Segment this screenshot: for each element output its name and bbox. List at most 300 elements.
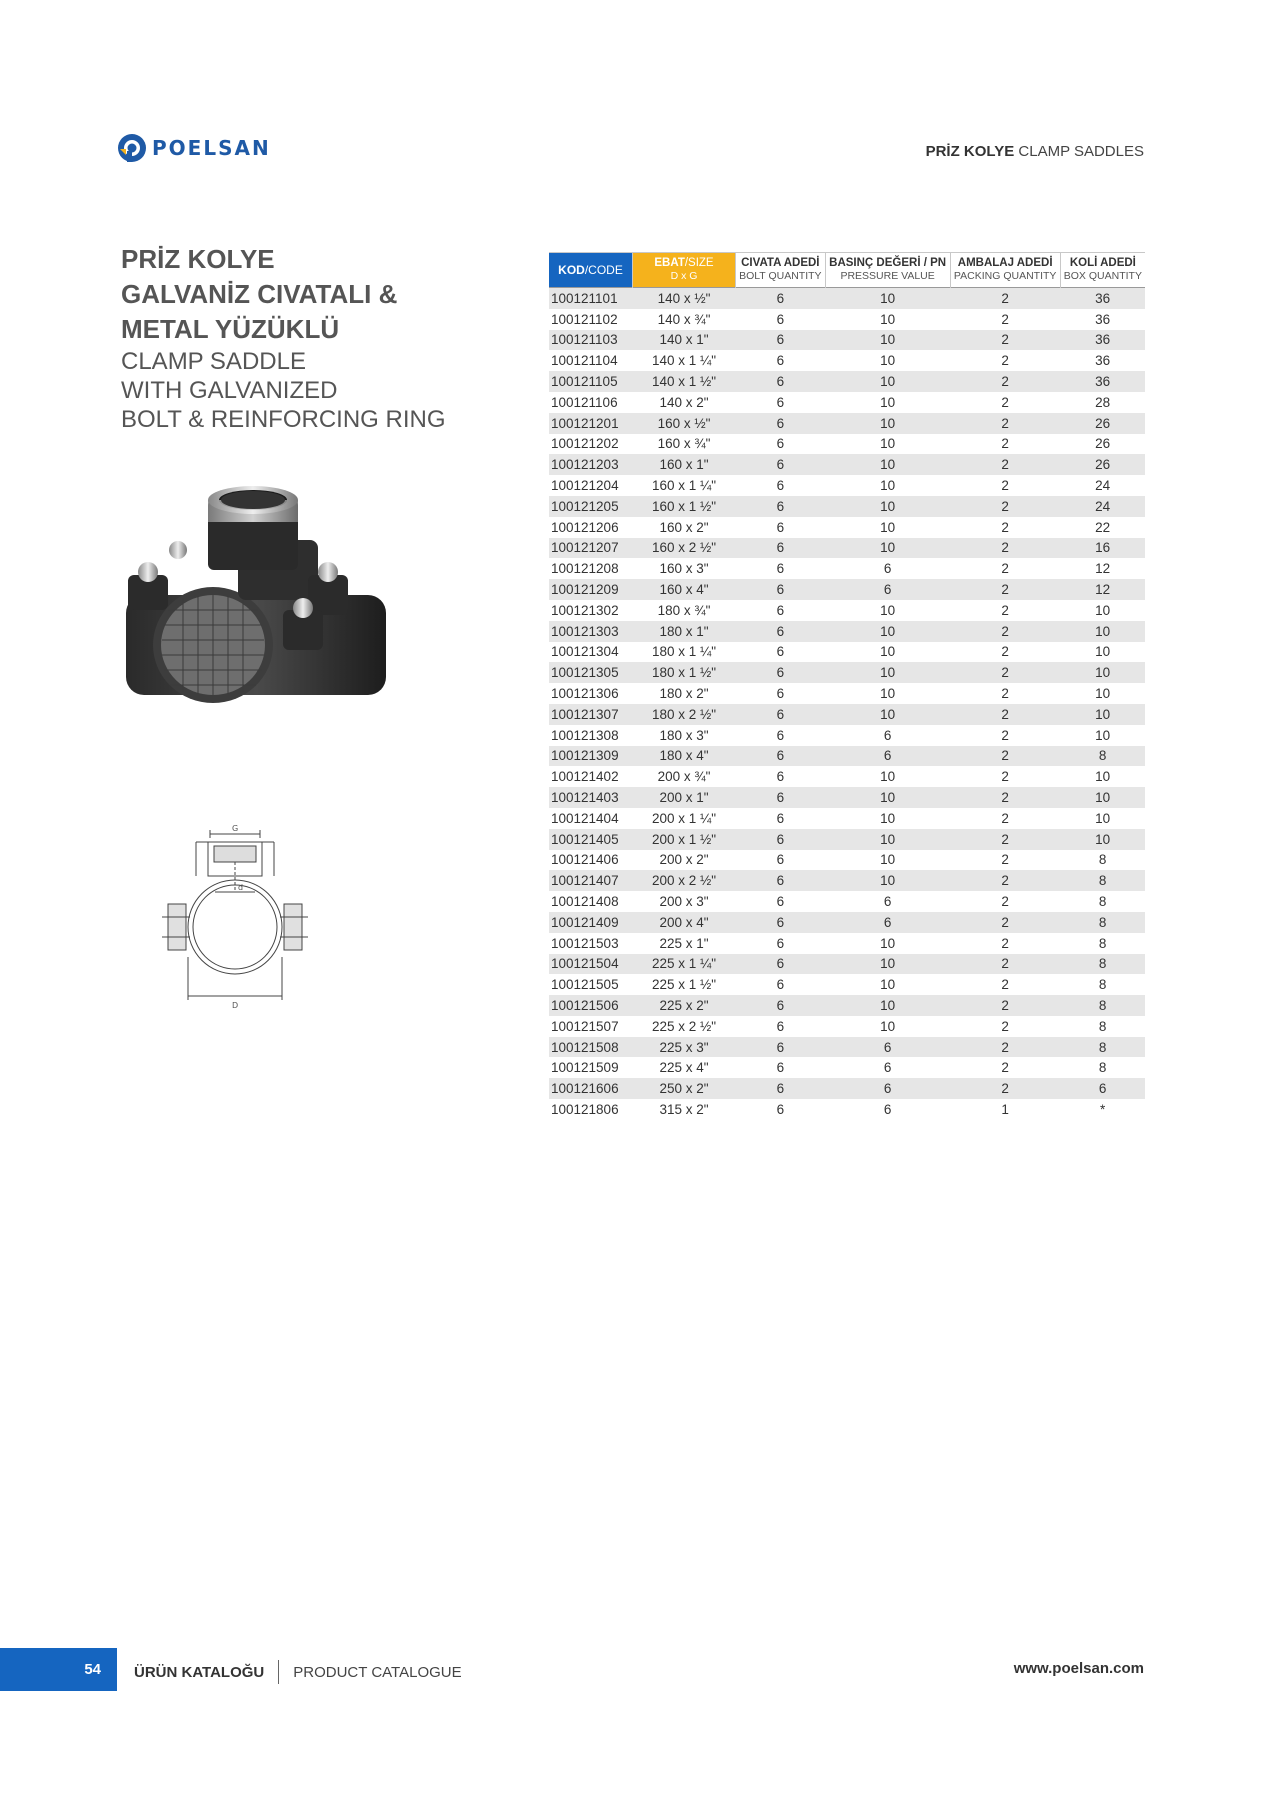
cell-box: 10 bbox=[1095, 790, 1111, 806]
cell-size: 225 x 1 ¼" bbox=[651, 956, 717, 972]
cell-box: 8 bbox=[1098, 1060, 1107, 1076]
cell-code: 100121305 bbox=[551, 665, 619, 681]
cell-packing: 2 bbox=[1001, 956, 1009, 972]
cell-bolt-quantity: 6 bbox=[776, 353, 785, 369]
title-en-line: CLAMP SADDLE bbox=[121, 348, 306, 375]
title-tr-line: METAL YÜZÜKLÜ bbox=[121, 314, 340, 344]
cell-bolt-quantity: 6 bbox=[776, 602, 785, 618]
header-bolt-sub: BOLT QUANTITY bbox=[739, 270, 822, 282]
cell-bolt-quantity: 6 bbox=[776, 457, 785, 473]
header-size-sub: D x G bbox=[670, 270, 698, 282]
cell-box: 6 bbox=[1098, 1081, 1107, 1097]
cell-packing: 2 bbox=[1001, 977, 1009, 993]
table-row bbox=[549, 974, 1145, 995]
cell-code: 100121205 bbox=[551, 498, 619, 514]
cell-pressure: 10 bbox=[880, 290, 896, 306]
cell-box: 22 bbox=[1095, 519, 1111, 535]
cell-box: 8 bbox=[1098, 914, 1107, 930]
cell-pressure: 6 bbox=[883, 1081, 892, 1097]
brand-logo bbox=[117, 133, 271, 163]
cell-bolt-quantity: 6 bbox=[776, 519, 785, 535]
header-box-sub: BOX QUANTITY bbox=[1063, 270, 1142, 282]
cell-size: 200 x 4" bbox=[659, 914, 709, 930]
cell-packing: 2 bbox=[1001, 706, 1009, 722]
cell-bolt-quantity: 6 bbox=[776, 956, 785, 972]
cell-size: 180 x ¾" bbox=[657, 602, 711, 618]
column-header-packing bbox=[950, 253, 1060, 288]
table-row bbox=[549, 891, 1145, 912]
cell-size: 200 x 2 ½" bbox=[651, 873, 717, 889]
cell-code: 100121309 bbox=[551, 748, 619, 764]
table-row bbox=[549, 870, 1145, 891]
cell-code: 100121508 bbox=[551, 1039, 619, 1055]
cell-bolt-quantity: 6 bbox=[776, 727, 785, 743]
cell-code: 100121408 bbox=[551, 894, 619, 909]
cell-box: 8 bbox=[1098, 1039, 1107, 1055]
page-number-badge bbox=[0, 1648, 117, 1691]
product-title bbox=[121, 242, 445, 434]
cell-packing: 2 bbox=[1001, 540, 1009, 556]
header-size-sub-inline: /SIZE bbox=[684, 257, 714, 269]
cell-pressure: 10 bbox=[880, 873, 896, 889]
cell-bolt-quantity: 6 bbox=[776, 374, 785, 390]
table-row bbox=[549, 579, 1145, 600]
table-row bbox=[549, 288, 1145, 309]
cell-box: * bbox=[1099, 1101, 1106, 1117]
cell-pressure: 10 bbox=[880, 686, 896, 702]
cell-size: 200 x 1 ¼" bbox=[651, 810, 717, 826]
table-row bbox=[549, 704, 1145, 725]
cell-pressure: 10 bbox=[880, 436, 896, 452]
table-row bbox=[549, 850, 1145, 871]
table-row bbox=[549, 995, 1145, 1016]
table-row bbox=[549, 621, 1145, 642]
cell-size: 160 x 2" bbox=[659, 519, 709, 535]
cell-packing: 2 bbox=[1001, 561, 1009, 577]
brand-name: POELSAN bbox=[152, 136, 271, 160]
cell-bolt-quantity: 6 bbox=[776, 498, 785, 514]
cell-box: 8 bbox=[1098, 977, 1107, 993]
cell-packing: 2 bbox=[1001, 374, 1009, 390]
cell-box: 12 bbox=[1095, 582, 1111, 598]
cell-packing: 2 bbox=[1001, 769, 1009, 785]
column-header-pressure bbox=[825, 253, 950, 288]
cell-code: 100121505 bbox=[551, 977, 619, 993]
cell-bolt-quantity: 6 bbox=[776, 540, 785, 556]
cell-size: 225 x 2" bbox=[659, 997, 709, 1013]
drawing-label-d-small: d bbox=[238, 883, 244, 892]
cell-bolt-quantity: 6 bbox=[776, 935, 785, 951]
cell-code: 100121302 bbox=[551, 602, 619, 618]
cell-box: 28 bbox=[1095, 394, 1111, 410]
cell-packing: 2 bbox=[1001, 644, 1009, 660]
cell-code: 100121407 bbox=[551, 873, 619, 889]
cell-pressure: 6 bbox=[883, 748, 892, 764]
cell-bolt-quantity: 6 bbox=[776, 1060, 785, 1076]
cell-pressure: 6 bbox=[883, 894, 892, 909]
table-row bbox=[549, 309, 1145, 330]
cell-size: 225 x 3" bbox=[659, 1039, 709, 1055]
cell-packing: 2 bbox=[1001, 914, 1009, 930]
footer-divider bbox=[278, 1660, 279, 1684]
cell-size: 140 x 2" bbox=[659, 394, 709, 410]
header-size-main: EBAT bbox=[654, 257, 685, 269]
cell-size: 225 x 4" bbox=[659, 1060, 709, 1076]
section-header bbox=[926, 143, 1144, 160]
cell-size: 140 x ½" bbox=[657, 290, 711, 306]
cell-box: 8 bbox=[1098, 1018, 1107, 1034]
cell-packing: 2 bbox=[1001, 997, 1009, 1013]
table-row bbox=[549, 434, 1145, 455]
cell-box: 10 bbox=[1095, 706, 1111, 722]
cell-size: 160 x 1 ¼" bbox=[651, 478, 717, 494]
table-row bbox=[549, 371, 1145, 392]
cell-bolt-quantity: 6 bbox=[776, 977, 785, 993]
cell-packing: 2 bbox=[1001, 436, 1009, 452]
cell-code: 100121207 bbox=[551, 540, 619, 556]
table-row bbox=[549, 454, 1145, 475]
cell-packing: 2 bbox=[1001, 332, 1009, 348]
cell-pressure: 10 bbox=[880, 332, 896, 348]
cell-pressure: 10 bbox=[880, 997, 896, 1013]
cell-pressure: 6 bbox=[883, 1060, 892, 1076]
cell-packing: 2 bbox=[1001, 1039, 1009, 1055]
cell-size: 140 x ¾" bbox=[657, 311, 711, 327]
cell-box: 10 bbox=[1095, 769, 1111, 785]
website-link[interactable]: www.poelsan.com bbox=[1013, 1660, 1144, 1677]
cell-box: 10 bbox=[1095, 727, 1111, 743]
cell-pressure: 10 bbox=[880, 706, 896, 722]
cell-code: 100121201 bbox=[551, 415, 619, 431]
cell-bolt-quantity: 6 bbox=[776, 810, 785, 826]
cell-size: 160 x 4" bbox=[659, 582, 709, 598]
cell-pressure: 10 bbox=[880, 977, 896, 993]
table-row bbox=[549, 746, 1145, 767]
cell-bolt-quantity: 6 bbox=[776, 894, 785, 909]
table-row bbox=[549, 1057, 1145, 1078]
cell-pressure: 10 bbox=[880, 478, 896, 494]
clamp-saddle-product-image bbox=[118, 480, 408, 720]
cell-pressure: 6 bbox=[883, 561, 892, 577]
cell-box: 26 bbox=[1095, 457, 1111, 473]
cell-size: 140 x 1 ½" bbox=[651, 374, 717, 390]
table-row bbox=[549, 1037, 1145, 1058]
cell-pressure: 10 bbox=[880, 498, 896, 514]
cell-code: 100121303 bbox=[551, 623, 619, 639]
cell-size: 200 x ¾" bbox=[657, 769, 711, 785]
cell-bolt-quantity: 6 bbox=[776, 394, 785, 410]
cell-packing: 2 bbox=[1001, 665, 1009, 681]
cell-packing: 2 bbox=[1001, 748, 1009, 764]
cell-pressure: 10 bbox=[880, 415, 896, 431]
cell-bolt-quantity: 6 bbox=[776, 623, 785, 639]
cell-pressure: 10 bbox=[880, 540, 896, 556]
cell-bolt-quantity: 6 bbox=[776, 748, 785, 764]
cell-code: 100121409 bbox=[551, 914, 619, 930]
cell-pressure: 10 bbox=[880, 644, 896, 660]
cell-pressure: 10 bbox=[880, 394, 896, 410]
table-row bbox=[549, 413, 1145, 434]
title-tr-line: GALVANİZ CIVATALI & bbox=[121, 279, 398, 309]
cell-packing: 2 bbox=[1001, 311, 1009, 327]
cell-code: 100121306 bbox=[551, 686, 619, 702]
cell-bolt-quantity: 6 bbox=[776, 831, 785, 847]
section-title-tr: PRİZ KOLYE bbox=[925, 143, 1015, 160]
cell-code: 100121208 bbox=[551, 561, 619, 577]
column-header-box bbox=[1060, 253, 1145, 288]
table-row bbox=[549, 1099, 1145, 1120]
table-row bbox=[549, 392, 1145, 413]
cell-box: 36 bbox=[1095, 290, 1111, 306]
cell-bolt-quantity: 6 bbox=[776, 644, 785, 660]
table-body bbox=[549, 288, 1145, 1120]
cell-code: 100121103 bbox=[551, 332, 618, 348]
cell-bolt-quantity: 6 bbox=[776, 686, 785, 702]
column-header-code bbox=[549, 253, 633, 288]
cell-size: 315 x 2" bbox=[659, 1101, 709, 1117]
cell-bolt-quantity: 6 bbox=[776, 311, 785, 327]
title-tr-line: PRİZ KOLYE bbox=[121, 244, 275, 274]
cell-bolt-quantity: 6 bbox=[776, 1039, 785, 1055]
cell-size: 180 x 1" bbox=[659, 623, 709, 639]
cell-bolt-quantity: 6 bbox=[776, 706, 785, 722]
cell-pressure: 10 bbox=[880, 519, 896, 535]
table-row bbox=[549, 496, 1145, 517]
cell-box: 36 bbox=[1095, 353, 1111, 369]
table-row bbox=[549, 954, 1145, 975]
cell-packing: 2 bbox=[1001, 582, 1009, 598]
cell-size: 180 x 3" bbox=[659, 727, 709, 743]
footer-catalog-label bbox=[134, 1660, 462, 1684]
cell-size: 200 x 1" bbox=[659, 790, 709, 806]
table-row bbox=[549, 538, 1145, 559]
cell-size: 225 x 2 ½" bbox=[651, 1018, 717, 1034]
cell-code: 100121406 bbox=[551, 852, 619, 868]
cell-bolt-quantity: 6 bbox=[776, 1081, 785, 1097]
drawing-label-g: G bbox=[232, 824, 239, 833]
technical-drawing bbox=[160, 822, 320, 1017]
cell-pressure: 10 bbox=[880, 852, 896, 868]
cell-bolt-quantity: 6 bbox=[776, 415, 785, 431]
title-en-line: BOLT & REINFORCING RING bbox=[121, 406, 446, 433]
cell-pressure: 6 bbox=[883, 727, 892, 743]
cell-packing: 2 bbox=[1001, 873, 1009, 889]
cell-size: 180 x 1 ½" bbox=[651, 665, 717, 681]
cell-packing: 2 bbox=[1001, 394, 1009, 410]
cell-pressure: 10 bbox=[880, 790, 896, 806]
cell-code: 100121404 bbox=[551, 810, 619, 826]
cell-code: 100121209 bbox=[551, 582, 619, 598]
cell-pressure: 10 bbox=[880, 1018, 896, 1034]
cell-size: 140 x 1" bbox=[659, 332, 709, 348]
cell-box: 10 bbox=[1095, 602, 1111, 618]
column-header-bolt-quantity bbox=[736, 253, 826, 288]
cell-size: 140 x 1 ¼" bbox=[651, 353, 717, 369]
clamp-saddle-section-drawing bbox=[160, 822, 320, 1012]
cell-box: 8 bbox=[1098, 935, 1107, 951]
cell-size: 200 x 2" bbox=[659, 852, 709, 868]
cell-box: 26 bbox=[1095, 415, 1111, 431]
cell-pressure: 10 bbox=[880, 602, 896, 618]
cell-bolt-quantity: 6 bbox=[776, 852, 785, 868]
product-spec-table bbox=[549, 252, 1145, 1120]
table-row bbox=[549, 1078, 1145, 1099]
cell-code: 100121101 bbox=[551, 290, 618, 306]
cell-pressure: 10 bbox=[880, 769, 896, 785]
cell-size: 180 x 2 ½" bbox=[651, 706, 717, 722]
cell-box: 24 bbox=[1095, 498, 1111, 514]
cell-code: 100121204 bbox=[551, 478, 619, 494]
cell-packing: 2 bbox=[1001, 1060, 1009, 1076]
cell-packing: 2 bbox=[1001, 790, 1009, 806]
cell-pressure: 10 bbox=[880, 956, 896, 972]
cell-pressure: 6 bbox=[883, 1039, 892, 1055]
cell-size: 200 x 3" bbox=[659, 894, 709, 909]
cell-box: 24 bbox=[1095, 478, 1111, 494]
cell-bolt-quantity: 6 bbox=[776, 790, 785, 806]
cell-packing: 2 bbox=[1001, 727, 1009, 743]
cell-packing: 2 bbox=[1001, 894, 1009, 909]
cell-box: 10 bbox=[1095, 810, 1111, 826]
cell-pressure: 10 bbox=[880, 457, 896, 473]
cell-code: 100121506 bbox=[551, 997, 619, 1013]
cell-code: 100121503 bbox=[551, 935, 619, 951]
cell-code: 100121202 bbox=[551, 436, 619, 452]
cell-box: 8 bbox=[1098, 852, 1107, 868]
cell-code: 100121203 bbox=[551, 457, 619, 473]
header-bolt-main: CIVATA ADEDİ bbox=[741, 257, 820, 269]
cell-packing: 2 bbox=[1001, 935, 1009, 951]
cell-bolt-quantity: 6 bbox=[776, 436, 785, 452]
header-code-sub: /CODE bbox=[584, 263, 623, 277]
cell-bolt-quantity: 6 bbox=[776, 914, 785, 930]
cell-code: 100121104 bbox=[551, 353, 618, 369]
section-title-en: CLAMP SADDLES bbox=[1018, 143, 1144, 160]
cell-box: 8 bbox=[1098, 997, 1107, 1013]
cell-bolt-quantity: 6 bbox=[776, 997, 785, 1013]
cell-size: 225 x 1" bbox=[659, 935, 709, 951]
cell-code: 100121106 bbox=[551, 394, 618, 410]
table-row bbox=[549, 558, 1145, 579]
cell-packing: 2 bbox=[1001, 623, 1009, 639]
cell-code: 100121402 bbox=[551, 769, 619, 785]
cell-box: 8 bbox=[1098, 873, 1107, 889]
table-row bbox=[549, 725, 1145, 746]
table-header-row bbox=[549, 253, 1145, 288]
cell-code: 100121307 bbox=[551, 706, 619, 722]
table-row bbox=[549, 1016, 1145, 1037]
table-row bbox=[549, 600, 1145, 621]
cell-size: 160 x 1 ½" bbox=[651, 498, 717, 514]
cell-code: 100121304 bbox=[551, 644, 619, 660]
table-row bbox=[549, 808, 1145, 829]
table-row bbox=[549, 829, 1145, 850]
table-row bbox=[549, 662, 1145, 683]
cell-box: 10 bbox=[1095, 665, 1111, 681]
cell-size: 160 x ¾" bbox=[657, 436, 711, 452]
cell-bolt-quantity: 6 bbox=[776, 561, 785, 577]
cell-box: 12 bbox=[1095, 561, 1111, 577]
cell-pressure: 6 bbox=[883, 582, 892, 598]
cell-size: 250 x 2" bbox=[659, 1081, 709, 1097]
cell-size: 160 x ½" bbox=[657, 415, 711, 431]
table-row bbox=[549, 683, 1145, 704]
header-pressure-main: BASINÇ DEĞERİ / PN bbox=[829, 257, 947, 269]
cell-box: 10 bbox=[1095, 644, 1111, 660]
cell-pressure: 10 bbox=[880, 374, 896, 390]
cell-pressure: 10 bbox=[880, 810, 896, 826]
cell-packing: 2 bbox=[1001, 478, 1009, 494]
table-row bbox=[549, 912, 1145, 933]
cell-size: 160 x 2 ½" bbox=[651, 540, 717, 556]
cell-pressure: 6 bbox=[883, 914, 892, 930]
cell-size: 225 x 1 ½" bbox=[651, 977, 717, 993]
cell-packing: 2 bbox=[1001, 686, 1009, 702]
header-packing-sub: PACKING QUANTITY bbox=[953, 270, 1057, 282]
cell-code: 100121806 bbox=[551, 1101, 619, 1117]
cell-pressure: 10 bbox=[880, 353, 896, 369]
cell-bolt-quantity: 6 bbox=[776, 582, 785, 598]
cell-box: 8 bbox=[1098, 748, 1107, 764]
cell-box: 16 bbox=[1095, 540, 1111, 556]
column-header-size bbox=[633, 253, 736, 288]
cell-packing: 2 bbox=[1001, 290, 1009, 306]
cell-box: 26 bbox=[1095, 436, 1111, 452]
cell-packing: 2 bbox=[1001, 852, 1009, 868]
title-en-line: WITH GALVANIZED bbox=[121, 377, 338, 404]
cell-pressure: 10 bbox=[880, 311, 896, 327]
drawing-label-d: D bbox=[232, 1001, 239, 1010]
header-code-main: KOD bbox=[558, 263, 585, 277]
cell-bolt-quantity: 6 bbox=[776, 478, 785, 494]
poelsan-logo-icon bbox=[117, 133, 147, 163]
table-row bbox=[549, 517, 1145, 538]
cell-packing: 2 bbox=[1001, 457, 1009, 473]
cell-bolt-quantity: 6 bbox=[776, 332, 785, 348]
cell-box: 36 bbox=[1095, 311, 1111, 327]
cell-box: 36 bbox=[1095, 374, 1111, 390]
table-row bbox=[549, 350, 1145, 371]
cell-bolt-quantity: 6 bbox=[776, 665, 785, 681]
cell-code: 100121606 bbox=[551, 1081, 619, 1097]
cell-code: 100121102 bbox=[551, 311, 618, 327]
header-box-main: KOLİ ADEDİ bbox=[1069, 257, 1136, 269]
cell-code: 100121507 bbox=[551, 1018, 619, 1034]
cell-code: 100121405 bbox=[551, 831, 619, 847]
cell-box: 36 bbox=[1095, 332, 1111, 348]
cell-packing: 2 bbox=[1001, 602, 1009, 618]
cell-size: 180 x 1 ¼" bbox=[651, 644, 717, 660]
cell-packing: 1 bbox=[1001, 1101, 1009, 1117]
cell-bolt-quantity: 6 bbox=[776, 873, 785, 889]
cell-packing: 2 bbox=[1001, 353, 1009, 369]
cell-code: 100121105 bbox=[551, 374, 618, 390]
cell-bolt-quantity: 6 bbox=[776, 1101, 785, 1117]
catalog-title-en: PRODUCT CATALOGUE bbox=[293, 1663, 462, 1681]
cell-code: 100121206 bbox=[551, 519, 619, 535]
cell-box: 10 bbox=[1095, 686, 1111, 702]
cell-code: 100121403 bbox=[551, 790, 619, 806]
cell-box: 8 bbox=[1098, 956, 1107, 972]
cell-bolt-quantity: 6 bbox=[776, 1018, 785, 1034]
cell-packing: 2 bbox=[1001, 415, 1009, 431]
header-pressure-sub: PRESSURE VALUE bbox=[840, 270, 935, 282]
cell-packing: 2 bbox=[1001, 1018, 1009, 1034]
cell-code: 100121504 bbox=[551, 956, 619, 972]
header-packing-main: AMBALAJ ADEDİ bbox=[957, 257, 1053, 269]
cell-size: 180 x 2" bbox=[659, 686, 709, 702]
cell-code: 100121509 bbox=[551, 1060, 619, 1076]
